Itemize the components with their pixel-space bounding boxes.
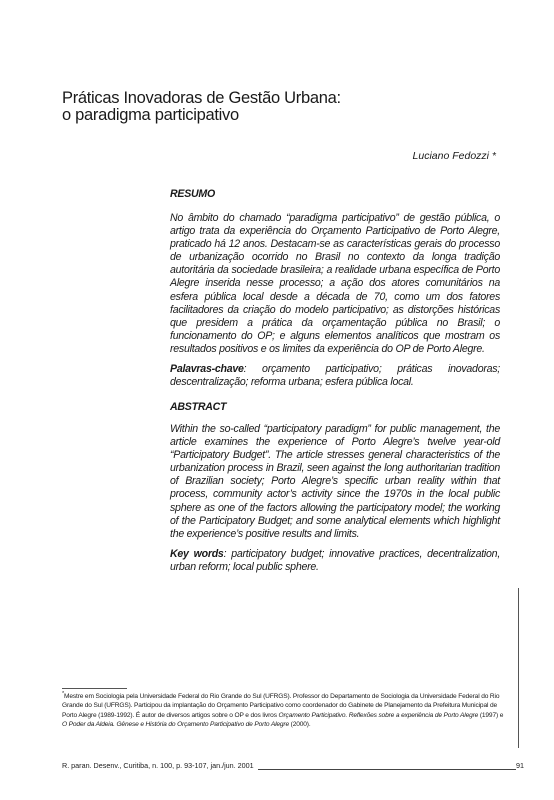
resumo-keywords: [170, 363, 500, 389]
footnote-book-1: Orçamento Participativo. Reflexões sobre a experiência de Porto Alegre: [278, 711, 479, 719]
resumo-section: [170, 212, 500, 389]
footnote-text: Mestre em Sociologia pela Universidade Federal do Rio Grande do Sul (UFRGS). Professor do Departamento de Sociologia da Universidade Federal do Rio Grande do Sul (UFRGS). Participou da implantação do Orçamento Participativo como coordenador do Gabinete de Planejamento da Prefeitura Municipal de Porto Alegre (1989-1992). É autor de diversos artigos sobre o OP e dos livros: [62, 693, 500, 719]
footnote-divider: [62, 688, 127, 689]
abstract-title: ABSTRACT: [170, 401, 227, 413]
abstract-heading: [170, 401, 500, 414]
author-name: Luciano Fedozzi *: [412, 150, 496, 162]
footnote-book-2: O Poder da Aldeia. Gênese e História do Orçamento Participativo de Porto Alegre: [62, 720, 289, 728]
abstract-section: [170, 423, 500, 574]
resumo-keywords-label: Palavras-chave: [170, 363, 244, 376]
footnote-mid: (1997) e: [478, 711, 504, 719]
resumo-title: RESUMO: [170, 188, 215, 200]
footer-rule: [258, 769, 516, 770]
footnote-end: (2000).: [289, 720, 311, 728]
resumo-heading: [170, 188, 500, 201]
abstract-body: Within the so-called “participatory paradigm” for public management, the article examines the experience of Porto Alegre’s twelve year-old “Participatory Budget”. The article stresses general characteristics of the urbanization process in Brazil, seen against the long authoritarian tradition of Brazilian society; Porto Alegre’s specific urban reality within that process, community actor’s activity since the 1970s in the local public sphere as one of the factors allowing the participatory model; the working of the Participatory Budget; and some analytical elements which highlight the experience’s positive results and limits.: [170, 423, 500, 540]
resumo-body: No âmbito do chamado “paradigma participativo” de gestão pública, o artigo trata da experiência do Orçamento Participativo de Porto Alegre, praticado há 12 anos. Destacam-se as características gerais do processo de urbanização ocorrido no Brasil no contexto da longa tradição autoritária da sociedade brasileira; a realidade urbana específica de Porto Alegre inserida nesse processo; a ação dos atores comunitários na esfera pública local desde a década de 70, como um dos fatores facilitadores da criação do modelo participativo; as distorções históricas que presidem a prática da orçamentação pública no Brasil; o funcionamento do OP; e alguns elementos analíticos que mostram os resultados positivos e os limites da experiência do OP de Porto Alegre.: [170, 212, 500, 355]
journal-citation: R. paran. Desenv., Curitiba, n. 100, p. 93-107, jan./jun. 2001: [62, 761, 254, 770]
abstract-keywords: [170, 548, 500, 574]
article-title: [62, 90, 482, 124]
margin-rule: [518, 588, 519, 748]
footnote: [62, 690, 504, 729]
title-line-2: o paradigma participativo: [62, 106, 239, 124]
resumo-keywords-text: : orçamento participativo; práticas inovadoras; descentralização; reforma urbana; esfera pública local.: [170, 363, 500, 389]
footnote-marker: *: [62, 691, 64, 697]
page-footer: [62, 760, 524, 772]
title-line-1: Práticas Inovadoras de Gestão Urbana:: [62, 89, 341, 107]
abstract-keywords-label: Key words: [170, 547, 224, 560]
abstract-keywords-text: : participatory budget; innovative practices, decentralization, urban reform; local public sphere.: [170, 547, 501, 573]
page-number: 91: [516, 761, 524, 770]
